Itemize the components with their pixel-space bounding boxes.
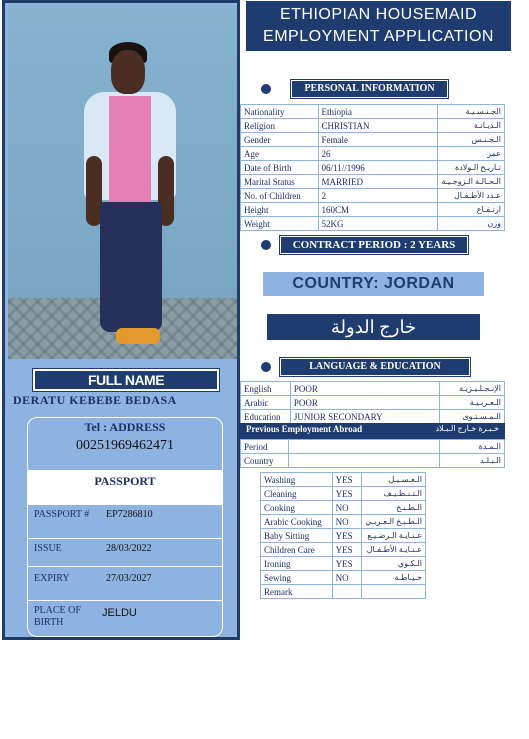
language-row [241,396,505,410]
passport-band [28,470,222,504]
application-title [246,1,511,51]
personal-info-value: 2 [318,189,438,203]
personal-info-arabic: ارتـفـاع [438,203,505,217]
passport-number-value: EP7286810 [106,509,153,520]
skill-label: Children Care [261,543,333,557]
skill-value [332,585,362,599]
skill-arabic: خـيـاطـة [362,571,426,585]
birthplace-value: JELDU [102,607,137,619]
personal-info-value: CHRISTIAN [318,119,438,133]
personal-info-arabic: وزن [438,217,505,231]
previous-employment-label: Period [241,440,289,454]
personal-info-label: Weight [241,217,319,231]
skill-arabic: عـنـايـة الأطـفـال [362,543,426,557]
personal-info-arabic: الـجـنـس [438,133,505,147]
skill-value: NO [332,515,362,529]
language-row [241,382,505,396]
personal-info-row [241,203,505,217]
personal-info-label: Date of Birth [241,161,319,175]
skill-value: NO [332,501,362,515]
skill-label: Ironing [261,557,333,571]
applicant-photo [8,6,237,359]
skill-label: Cleaning [261,487,333,501]
personal-info-value: MARRIED [318,175,438,189]
contact-passport-card [27,417,223,637]
full-name-label: FULL NAME [87,372,165,388]
personal-info-arabic: الـديـانـة [438,119,505,133]
skill-label: Remark [261,585,333,599]
personal-info-row [241,217,505,231]
previous-employment-arabic: الـبـلـد [440,454,505,468]
birthplace-label: BIRTH [34,617,64,628]
personal-info-value: Ethiopia [318,105,438,119]
skill-label: Baby Sitting [261,529,333,543]
previous-employment-arabic: الـمـدة [440,440,505,454]
personal-info-row [241,119,505,133]
skill-row [261,487,426,501]
language-arabic: الـعـربـيـة [440,396,505,410]
title-line-1: ETHIOPIAN HOUSEMAID [279,6,478,23]
passport-number-label: PASSPORT # [34,509,90,520]
personal-info-row [241,161,505,175]
bullet-icon [261,362,271,372]
personal-info-row [241,105,505,119]
personal-info-row [241,189,505,203]
language-value: JUNIOR SECONDARY [290,410,439,424]
personal-info-heading: PERSONAL INFORMATION [291,80,448,98]
skill-arabic: الـطـبـخ [362,501,426,515]
title-line-2: EMPLOYMENT APPLICATION [263,28,494,45]
language-value: POOR [290,396,439,410]
previous-employment-table [240,439,505,468]
abroad-box [267,314,480,340]
full-name-value: DERATU KEBEBE BEDASA [13,393,177,407]
skill-value: YES [332,473,362,487]
full-name-label-box [33,369,219,391]
expiry-label: EXPIRY [34,573,70,584]
country-value: COUNTRY: JORDAN [292,275,455,292]
previous-employment-value [288,440,439,454]
personal-info-label: Religion [241,119,319,133]
issue-label: ISSUE [34,543,62,554]
photo-shirt [109,96,151,204]
personal-info-row [241,147,505,161]
skill-row [261,543,426,557]
language-education-heading: LANGUAGE & EDUCATION [280,358,470,376]
personal-info-arabic: عـدد الأطـفـال [438,189,505,203]
previous-employment-heading [240,423,505,439]
previous-employment-arabic: خـبـرة خـارج الـبـلاد [435,424,499,433]
language-label: Arabic [241,396,291,410]
skill-value: YES [332,543,362,557]
previous-employment-title: Previous Employment Abroad [246,424,363,434]
personal-info-value: Female [318,133,438,147]
skill-label: Arabic Cooking [261,515,333,529]
skill-label: Sewing [261,571,333,585]
passport-label: PASSPORT [94,474,156,488]
bullet-icon [261,240,271,250]
skill-arabic: الـكـوي [362,557,426,571]
personal-info-row [241,133,505,147]
previous-employment-label: Country [241,454,289,468]
personal-info-label: Nationality [241,105,319,119]
skill-value: NO [332,571,362,585]
skill-arabic: الـطـبـخ الـعـربـي [362,515,426,529]
personal-info-value: 06/11//1996 [318,161,438,175]
skill-row [261,515,426,529]
skill-label: Cooking [261,501,333,515]
expiry-value: 27/03/2027 [106,573,152,584]
previous-employment-row [241,454,505,468]
skill-value: YES [332,557,362,571]
language-value: POOR [290,382,439,396]
personal-info-label: Marital Status [241,175,319,189]
language-label: English [241,382,291,396]
contract-period: CONTRACT PERIOD : 2 YEARS [280,236,468,254]
skill-value: YES [332,529,362,543]
language-label: Education [241,410,291,424]
country-box [263,272,484,296]
photo-face [111,50,145,94]
photo-skirt [100,202,162,332]
skill-row [261,585,426,599]
previous-employment-row [241,440,505,454]
skill-row [261,473,426,487]
skill-arabic: الـغـسـيـل [362,473,426,487]
language-arabic: الإنـجـلـيـزيـة [440,382,505,396]
language-table [240,381,505,424]
personal-info-value: 26 [318,147,438,161]
skill-row [261,571,426,585]
skills-table [260,472,426,599]
personal-info-arabic: الجـنـسـيـة [438,105,505,119]
skill-row [261,529,426,543]
skill-label: Washing [261,473,333,487]
expiry-row [28,566,222,600]
skill-row [261,557,426,571]
birthplace-label: PLACE OF [34,605,81,616]
bullet-icon [261,84,271,94]
issue-value: 28/03/2022 [106,543,152,554]
tel-value: 00251969462471 [76,438,174,453]
abroad-arabic: خارج الدولة [330,317,417,337]
applicant-panel [2,0,240,640]
personal-info-label: No. of Children [241,189,319,203]
personal-info-arabic: تـاريـخ الـولادة [438,161,505,175]
personal-info-arabic: الـحـالـة الـزوجـيـة [438,175,505,189]
personal-info-value: 52KG [318,217,438,231]
personal-info-label: Height [241,203,319,217]
skill-value: YES [332,487,362,501]
personal-info-arabic: عمر [438,147,505,161]
language-row [241,410,505,424]
skill-arabic [362,585,426,599]
birthplace-row [28,600,222,637]
tel-label: Tel : ADDRESS [84,420,166,434]
skill-row [261,501,426,515]
skill-arabic: عـنـايـة الـرضـيـع [362,529,426,543]
personal-info-table [240,104,505,231]
passport-number-row [28,504,222,538]
personal-info-value: 160CM [318,203,438,217]
personal-info-label: Age [241,147,319,161]
personal-info-label: Gender [241,133,319,147]
previous-employment-value [288,454,439,468]
language-arabic: الـمـسـتـوى [440,410,505,424]
personal-info-row [241,175,505,189]
skill-arabic: الـتـنـظـيـف [362,487,426,501]
photo-sandals [116,328,160,344]
issue-row [28,538,222,566]
